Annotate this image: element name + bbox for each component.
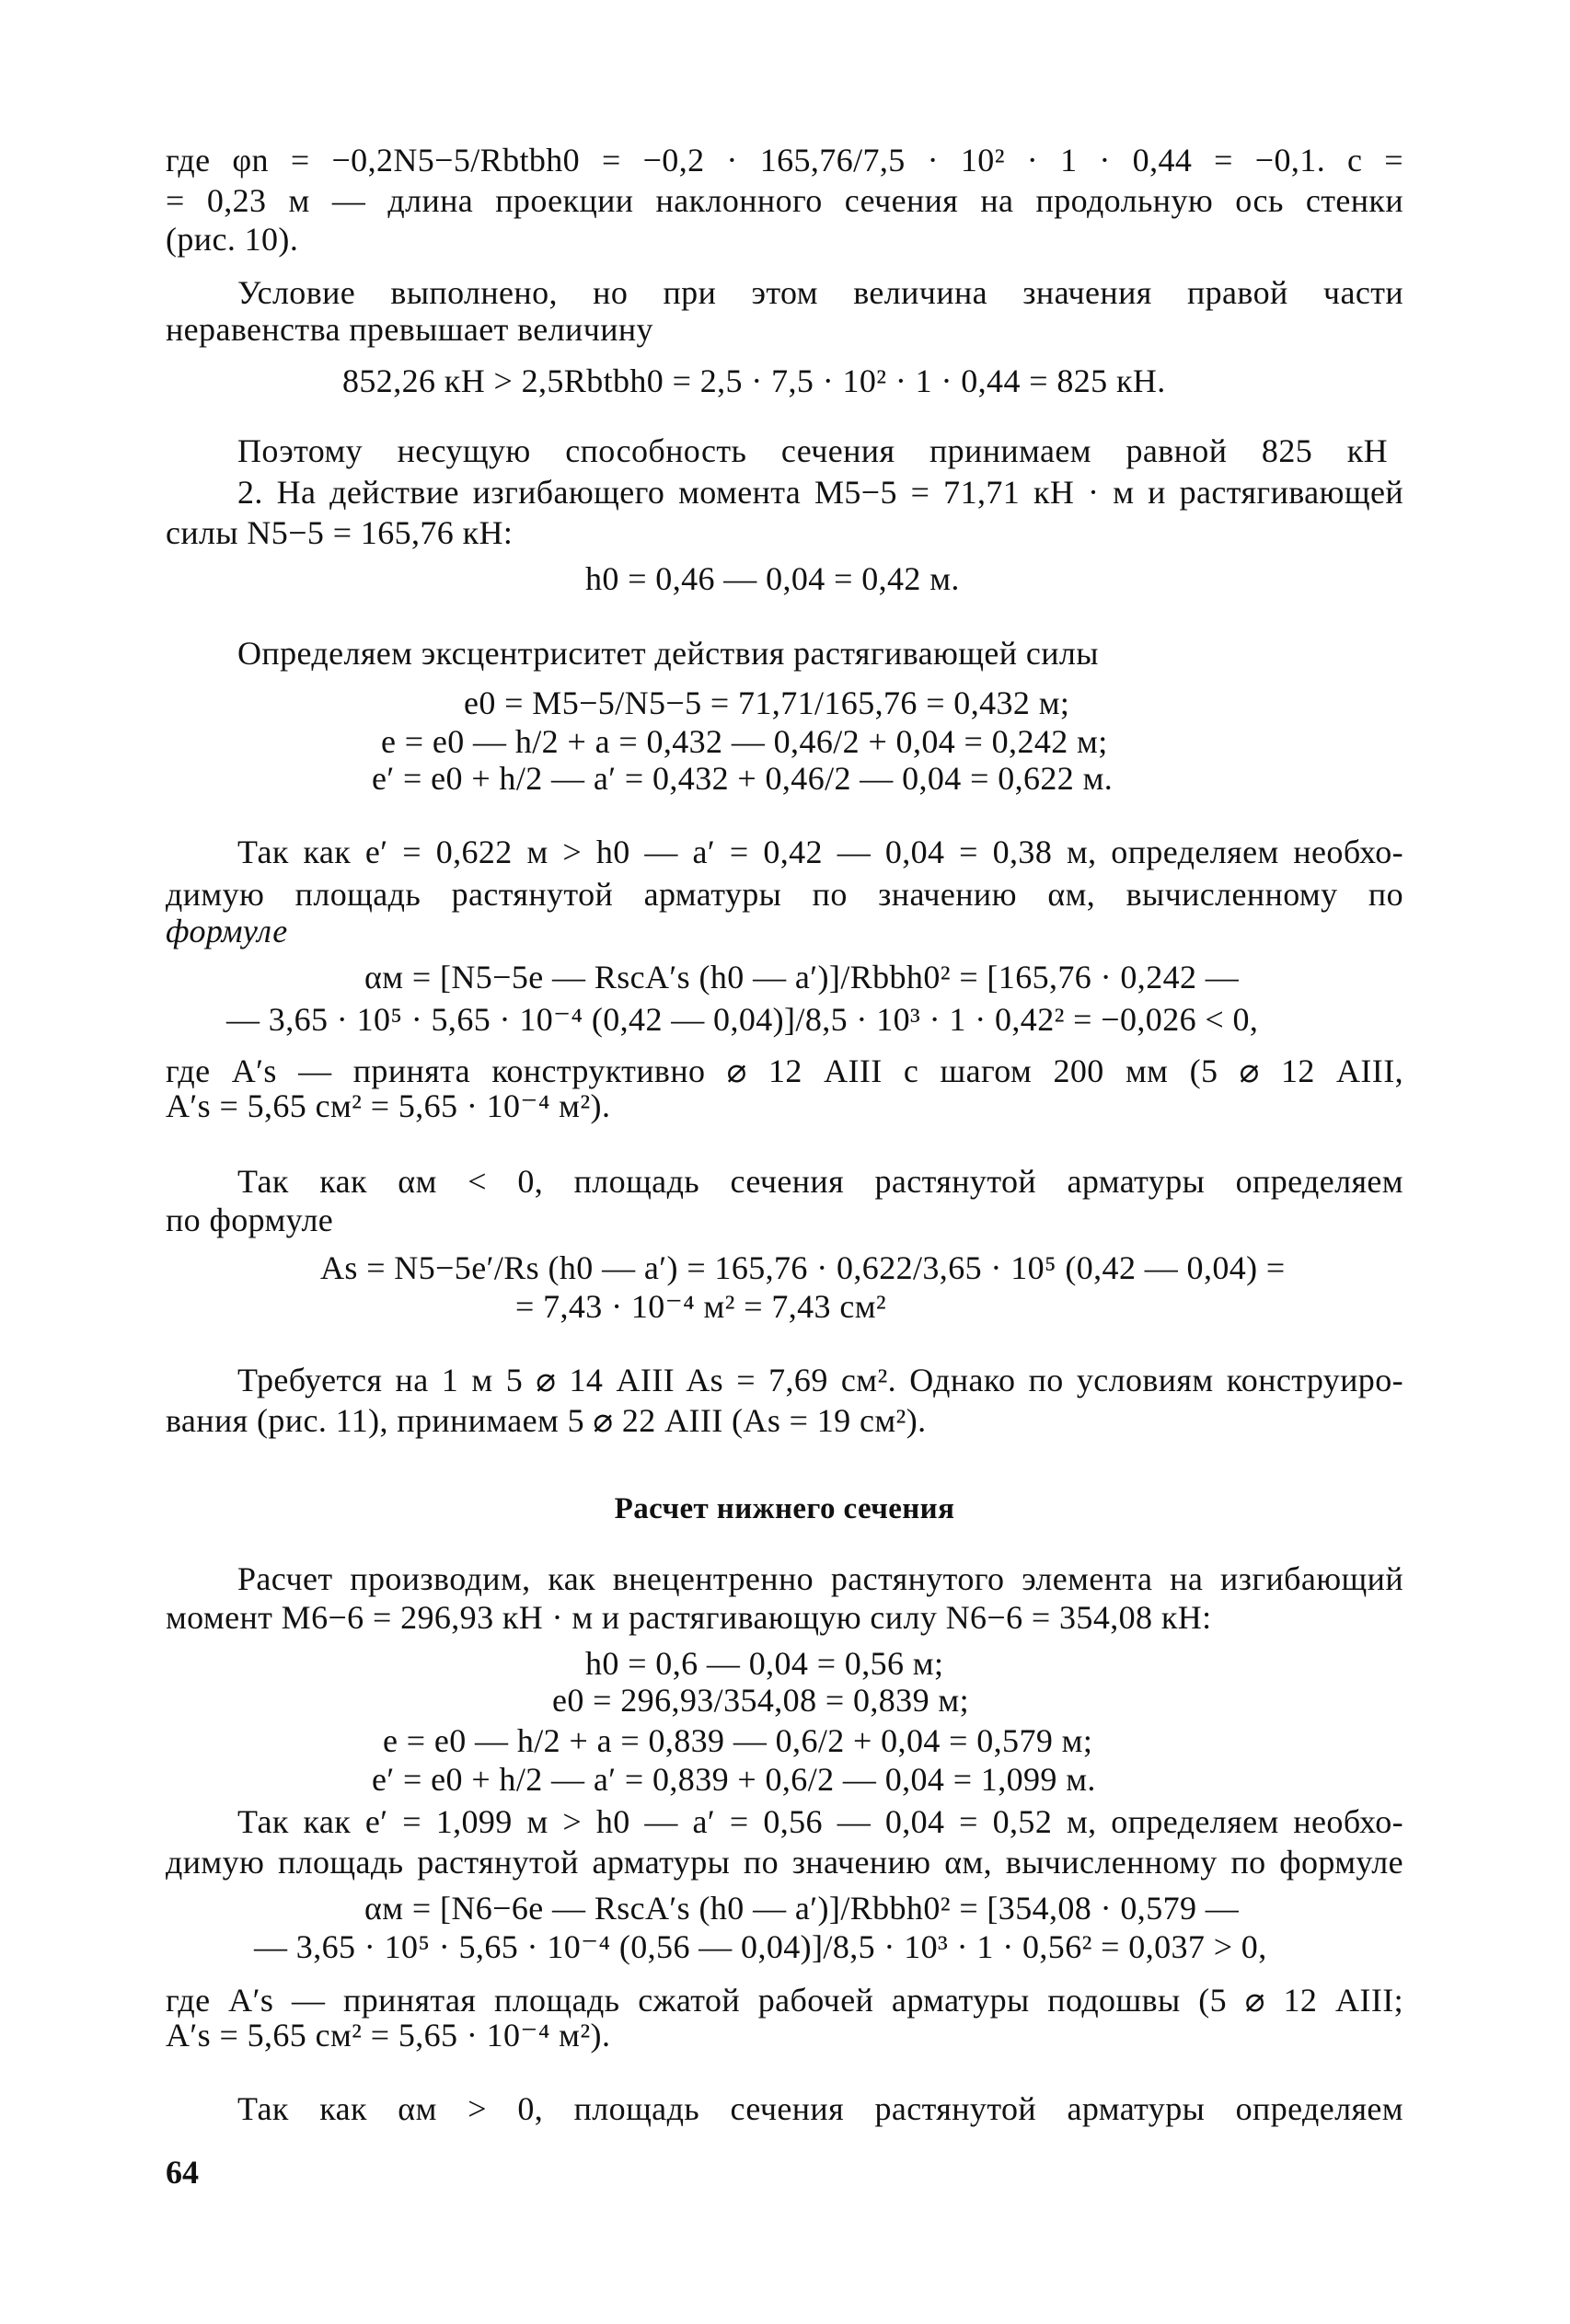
text-line: = 0,23 м — длина проекции наклонного сечения на продольную ось стенки [166, 182, 1403, 219]
text-line: вания (рис. 11), принимаем 5 ⌀ 22 AIII (As = 19 см²). [166, 1402, 927, 1439]
formula-line: h0 = 0,6 — 0,04 = 0,56 м; [585, 1645, 944, 1682]
formula-line: — 3,65 · 10⁵ · 5,65 · 10⁻⁴ (0,42 — 0,04)]/8,5 · 10³ · 1 · 0,42² = −0,026 < 0, [226, 1001, 1259, 1038]
text-line: силы N5−5 = 165,76 кН: [166, 514, 514, 551]
text-line: по формуле [166, 1202, 334, 1238]
text-line: Поэтому несущую способность сечения принимаем равной 825 кН [237, 432, 1388, 469]
text-line: Так как αм < 0, площадь сечения растянутой арматуры определяем [237, 1163, 1403, 1200]
text-line: Так как e′ = 0,622 м > h0 — a′ = 0,42 — 0,04 = 0,38 м, определяем необхо- [237, 834, 1403, 870]
text-line: A′s = 5,65 см² = 5,65 · 10⁻⁴ м²). [166, 1087, 611, 1124]
formula-line: e0 = M5−5/N5−5 = 71,71/165,76 = 0,432 м; [464, 685, 1070, 721]
text-line: Требуется на 1 м 5 ⌀ 14 AIII As = 7,69 см². Однако по условиям конструиро- [237, 1362, 1403, 1398]
text-line: Определяем эксцентриситет действия растягивающей силы [237, 635, 1099, 672]
text-line: где A′s — принятая площадь сжатой рабочей арматуры подошвы (5 ⌀ 12 AIII; [166, 1982, 1403, 2019]
text-line: момент M6−6 = 296,93 кН · м и растягивающую силу N6−6 = 354,08 кН: [166, 1599, 1212, 1636]
text-line: Условие выполнено, но при этом величина значения правой части [237, 274, 1403, 311]
text-line: формуле [166, 913, 288, 949]
text-line: димую площадь растянутой арматуры по значению αм, вычисленному по формуле [166, 1844, 1403, 1881]
text-line: A′s = 5,65 см² = 5,65 · 10⁻⁴ м²). [166, 2017, 611, 2054]
formula-line: e0 = 296,93/354,08 = 0,839 м; [552, 1682, 969, 1719]
text-line: 2. На действие изгибающего момента M5−5 = 71,71 кН · м и растягивающей [237, 474, 1403, 511]
formula-line: — 3,65 · 10⁵ · 5,65 · 10⁻⁴ (0,56 — 0,04)]/8,5 · 10³ · 1 · 0,56² = 0,037 > 0, [254, 1928, 1267, 1965]
formula-line: = 7,43 · 10⁻⁴ м² = 7,43 см² [515, 1288, 887, 1325]
text-line: (рис. 10). [166, 221, 299, 258]
text-line: где A′s — принята конструктивно ⌀ 12 AIII с шагом 200 мм (5 ⌀ 12 AIII, [166, 1053, 1403, 1089]
formula-line: e = e0 — h/2 + a = 0,839 — 0,6/2 + 0,04 = 0,579 м; [383, 1722, 1093, 1759]
text-line: димую площадь растянутой арматуры по значению αм, вычисленному по [166, 876, 1403, 913]
section-heading: Расчет нижнего сечения [614, 1492, 955, 1525]
formula-line: 852,26 кН > 2,5Rbtbh0 = 2,5 · 7,5 · 10² · 1 · 0,44 = 825 кН. [342, 362, 1166, 399]
formula-line: e′ = e0 + h/2 — a′ = 0,839 + 0,6/2 — 0,04 = 1,099 м. [372, 1761, 1096, 1798]
text-line: неравенства превышает величину [166, 311, 653, 348]
formula-line: h0 = 0,46 — 0,04 = 0,42 м. [585, 560, 960, 597]
formula-line: αм = [N5−5e — RscA′s (h0 — a′)]/Rbbh0² = [165,76 · 0,242 — [364, 959, 1240, 995]
formula-line: e = e0 — h/2 + a = 0,432 — 0,46/2 + 0,04 = 0,242 м; [381, 723, 1108, 760]
text-line: Так как e′ = 1,099 м > h0 — a′ = 0,56 — 0,04 = 0,52 м, определяем необхо- [237, 1803, 1403, 1840]
text-line: Так как αм > 0, площадь сечения растянутой арматуры определяем [237, 2090, 1403, 2127]
text-line: Расчет производим, как внецентренно растянутого элемента на изгибающий [237, 1560, 1403, 1597]
page-number: 64 [166, 2154, 199, 2191]
formula-line: e′ = e0 + h/2 — a′ = 0,432 + 0,46/2 — 0,04 = 0,622 м. [372, 760, 1114, 797]
formula-line: As = N5−5e′/Rs (h0 — a′) = 165,76 · 0,622/3,65 · 10⁵ (0,42 — 0,04) = [320, 1249, 1286, 1286]
text-line: где φn = −0,2N5−5/Rbtbh0 = −0,2 · 165,76/7,5 · 10² · 1 · 0,44 = −0,1. c = [166, 142, 1403, 178]
formula-line: αм = [N6−6e — RscA′s (h0 — a′)]/Rbbh0² = [354,08 · 0,579 — [364, 1890, 1240, 1927]
